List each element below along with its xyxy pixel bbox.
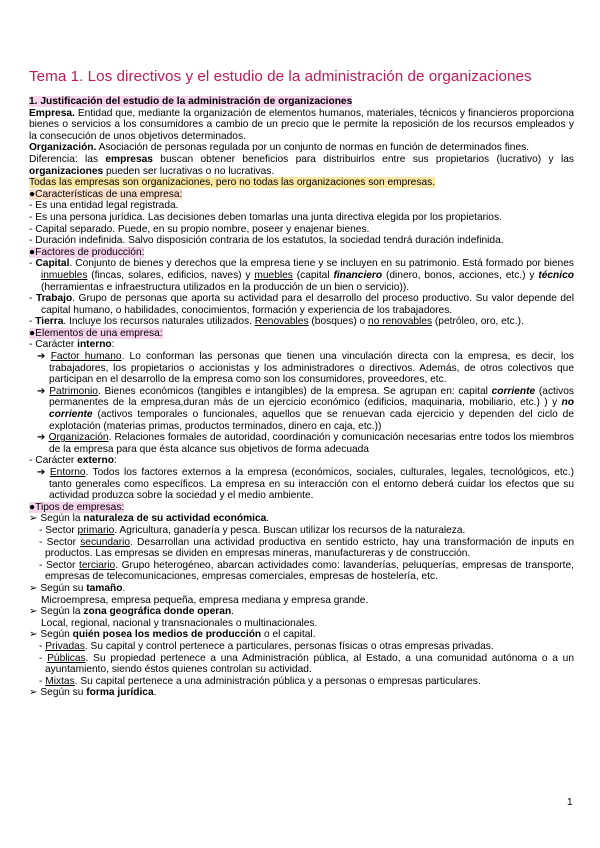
- sector-secundario: - Sector secundario. Desarrollan una actividad productiva en sentido estricto, hay una transformación de inputs en productos. Las empresas se dividen en empresas mineras, manufactureras y de construcción.: [39, 536, 574, 560]
- paragraph-empresa: Empresa. Entidad que, mediante la organización de elementos humanos, materiales, técnicos y financieros proporciona bienes o servicios a los consumidores a cambio de un precio que le permite la reposición de los recursos empleados y la consecución de unos objetivos determinados.: [29, 107, 574, 142]
- page-title: Tema 1. Los directivos y el estudio de la administración de organizaciones: [29, 68, 532, 85]
- tipo-forma-juridica: ➢ Según su forma jurídica.: [29, 687, 157, 699]
- tipo-tamano: ➢ Según su tamaño.: [29, 582, 126, 594]
- factor-trabajo: - Trabajo. Grupo de personas que aporta su actividad para el desarrollo del proceso productivo. Su valor depende del capital humano, o habilidades, conocimientos, formación y experiencia de los trabajadores.: [29, 293, 574, 316]
- elemento-organizacion: ➔ Organización. Relaciones formales de autoridad, coordinación y comunicación necesarias entre todos los miembros de la empresa para que ésta alcance sus objetivos de forma adecuada: [37, 432, 575, 455]
- sector-primario: - Sector primario. Agricultura, ganadería y pesca. Buscan utilizar los recursos de la naturaleza.: [39, 524, 466, 536]
- tipo-propiedad: ➢ Según quién posea los medios de producción o el capital.: [29, 629, 316, 641]
- propiedad-publicas: - Públicas. Su propiedad pertenece a una Administración pública, al Estado, a una comunidad autónoma o a un ayuntamiento, siendo éstos quienes controlan su actividad.: [39, 652, 574, 676]
- factor-tierra: - Tierra. Incluye los recursos naturales utilizados. Renovables (bosques) o no renovables (petróleo, oro, etc.).: [29, 316, 524, 328]
- list-item: - Capital separado. Puede, en su propio nombre, poseer y enajenar bienes.: [29, 223, 370, 235]
- propiedad-privadas: - Privadas. Su capital y control pertenece a particulares, personas físicas o otras empresas privadas.: [39, 640, 494, 652]
- tipo-naturaleza: ➢ Según la naturaleza de su actividad económica.: [29, 513, 270, 525]
- paragraph-organizacion: Organización. Asociación de personas regulada por un conjunto de normas en función de determinados fines.: [29, 142, 530, 154]
- paragraph-diferencia: Diferencia: las empresas buscan obtener beneficios para distribuirlos entre sus propietarios (lucrativo) y las organizaciones pueden ser lucrativas o no lucrativas.: [29, 153, 574, 177]
- caracter-interno: - Carácter interno:: [29, 339, 115, 351]
- document-body: [29, 96, 574, 699]
- factor-capital: - Capital. Conjunto de bienes y derechos que la empresa tiene y se incluyen en su patrimonio. Está formado por bienes inmuebles (fincas, solares, edificios, naves) y muebles (capital financiero (dinero, bonos, acciones, etc.) y técnico (herramientas e infraestructura utilizados en la producción de un bien o servicio)).: [29, 258, 574, 293]
- paragraph-todas: Todas las empresas son organizaciones, pero no todas las organizaciones son empresas.: [29, 177, 436, 189]
- factores-header: ●Factores de producción:: [29, 246, 145, 258]
- list-item: - Duración indefinida. Salvo disposición contraria de los estatutos, la sociedad tendrá duración indefinida.: [29, 235, 504, 247]
- list-item: - Es una entidad legal registrada.: [29, 200, 179, 212]
- elementos-header: ●Elementos de una empresa:: [29, 327, 163, 339]
- tipo-zona: ➢ Según la zona geográfica donde operan.: [29, 606, 235, 618]
- list-item: - Es una persona jurídica. Las decisiones deben tomarlas una junta directiva elegida por los propietarios.: [29, 211, 502, 223]
- elemento-entorno: ➔ Entorno. Todos los factores externos a la empresa (económicos, sociales, culturales, legales, tecnológicos, etc.) tanto generales como específicos. La empresa en su interacción con el entorno deberá cuidar los efectos que su actividad produzca sobre la sociedad y el medio ambiente.: [37, 467, 575, 502]
- caracter-externo: - Carácter externo:: [29, 455, 117, 467]
- elemento-factor-humano: ➔ Factor humano. Lo conforman las personas que tienen una vinculación directa con la empresa, es decir, los trabajadores, los propietarios o accionistas y los administradores o directivos. Además, de otros colectivos que participan en el desarrollo de la empresa como son los consumidores, proveedores, etc.: [37, 351, 574, 386]
- zona-text: Local, regional, nacional y transnacionales o multinacionales.: [41, 617, 318, 629]
- page-number: 1: [567, 797, 573, 808]
- tipos-header: ●Tipos de empresas:: [29, 501, 125, 513]
- sector-terciario: - Sector terciario. Grupo heterogéneo, abarcan actividades como: lavanderías, peluquerías, empresas de transporte, empresas de telecomunicaciones, empresas comerciales, empresas de hostelería, etc.: [39, 559, 574, 583]
- caracteristicas-header: ●Características de una empresa:: [29, 188, 183, 200]
- section-heading: 1. Justificación del estudio de la administración de organizaciones: [29, 96, 353, 107]
- propiedad-mixtas: - Mixtas. Su capital pertenece a una administración pública y a personas o empresas particulares.: [39, 675, 481, 687]
- elemento-patrimonio: ➔ Patrimonio. Bienes económicos (tangibles e intangibles) de la empresa. Se agrupan en: capital corriente (activos permanentes de la empresa,duran más de un ejercicio económico (edificios, maquinaria, mobiliario, etc.) ) y no corriente (activos temporales o funcionales, aquellos que se renuevan cada ejercicio y dependen del ciclo de explotación (materias primas, productos terminados, dinero en caja, etc.)): [37, 385, 574, 432]
- tamano-text: Microempresa, empresa pequeña, empresa mediana y empresa grande.: [41, 594, 369, 606]
